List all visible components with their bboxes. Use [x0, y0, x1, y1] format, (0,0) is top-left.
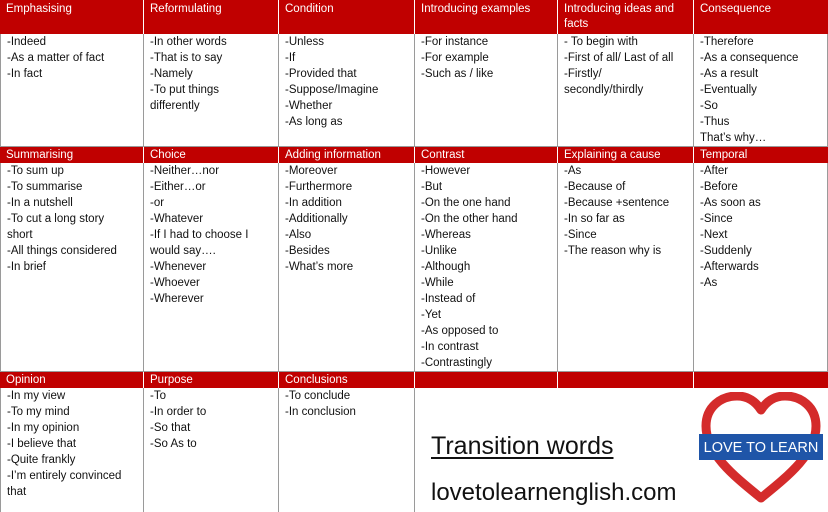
list-item: -As opposed to: [421, 325, 499, 337]
list-item: -As a consequence: [700, 52, 799, 64]
list-item: -In my view: [7, 390, 66, 402]
list-item: -To put things differently: [150, 84, 220, 112]
header-temporal: Temporal: [694, 147, 828, 163]
list-item: -As long as: [285, 116, 343, 128]
list-item: -In my opinion: [7, 422, 80, 434]
list-item: -To: [150, 390, 166, 402]
list-item: -Whenever: [150, 261, 207, 273]
website-url: lovetolearnenglish.com: [431, 479, 677, 506]
header-empty: [415, 372, 558, 388]
list-item: -Suppose/Imagine: [285, 84, 379, 96]
list-item: -To conclude: [285, 390, 351, 402]
list-item: That’s why…: [700, 132, 767, 144]
header-conclusions: Conclusions: [279, 372, 415, 388]
cell-opinion: [0, 388, 144, 512]
list-item: -On the other hand: [421, 213, 518, 225]
header-introducing-ideas: Introducing ideas and facts: [558, 0, 694, 34]
list-item: -On the one hand: [421, 197, 511, 209]
header-explaining-cause: Explaining a cause: [558, 147, 694, 163]
header-emphasising: Emphasising: [0, 0, 144, 34]
header-opinion: Opinion: [0, 372, 144, 388]
cell-contrast: [415, 163, 558, 372]
list-item: -To my mind: [7, 406, 70, 418]
list-item: -I believe that: [7, 438, 77, 450]
list-item: -As a result: [700, 68, 759, 80]
list-item: -In other words: [150, 36, 227, 48]
list-item: -In so far as: [564, 213, 625, 225]
list-item: -So: [700, 100, 718, 112]
logo-text: LOVE TO LEARN: [703, 440, 819, 456]
list-item: -Quite frankly: [7, 454, 76, 466]
list-item: -or: [150, 197, 165, 209]
list-item: -In order to: [150, 406, 207, 418]
list-item: -Eventually: [700, 84, 757, 96]
list-item: -Yet: [421, 309, 442, 321]
list-item: -Besides: [285, 245, 330, 257]
page-title: Transition words: [431, 432, 614, 460]
heart-logo: [696, 392, 826, 507]
list-item: -Either…or: [150, 181, 206, 193]
list-item: -Whoever: [150, 277, 200, 289]
header-condition: Condition: [279, 0, 415, 34]
header-introducing-examples: Introducing examples: [415, 0, 558, 34]
header-summarising: Summarising: [0, 147, 144, 163]
list-item: -That is to say: [150, 52, 223, 64]
cell-choice: [144, 163, 279, 372]
list-item: -Wherever: [150, 293, 204, 305]
list-item: -Because +sentence: [564, 197, 670, 209]
list-item: -Unlike: [421, 245, 457, 257]
header-empty: [694, 372, 828, 388]
header-consequence: Consequence: [694, 0, 828, 34]
list-item: -Since: [700, 213, 733, 225]
list-item: secondly/thirdly: [564, 84, 644, 96]
list-item: -For example: [421, 52, 489, 64]
list-item: -I’m entirely convinced that: [7, 470, 122, 498]
list-item: -While: [421, 277, 454, 289]
list-item: -Since: [564, 229, 597, 241]
list-item: -Therefore: [700, 36, 754, 48]
list-item: -As soon as: [700, 197, 761, 209]
list-item: -The reason why is: [564, 245, 662, 257]
list-item: -As: [700, 277, 718, 289]
list-item: -All things considered: [7, 245, 117, 257]
list-item: -Furthermore: [285, 181, 353, 193]
header-adding-information: Adding information: [279, 147, 415, 163]
list-item: -In fact: [7, 68, 43, 80]
list-item: -Next: [700, 229, 728, 241]
cell-introducing-examples: [415, 34, 558, 147]
list-item: -First of all/ Last of all: [564, 52, 674, 64]
list-item: -Such as / like: [421, 68, 494, 80]
list-item: -Whatever: [150, 213, 204, 225]
list-item: -Indeed: [7, 36, 47, 48]
list-item: -So that: [150, 422, 191, 434]
cell-introducing-ideas: [558, 34, 694, 147]
list-item: -Afterwards: [700, 261, 759, 273]
cell-reformulating: [144, 34, 279, 147]
list-item: -Before: [700, 181, 738, 193]
list-item: -Although: [421, 261, 471, 273]
cell-summarising: [0, 163, 144, 372]
list-item: -Instead of: [421, 293, 476, 305]
list-item: -To summarise: [7, 181, 83, 193]
list-item: - To begin with: [564, 36, 638, 48]
list-item: -Unless: [285, 36, 324, 48]
list-item: -In brief: [7, 261, 46, 273]
list-item: -To sum up: [7, 165, 64, 177]
cell-emphasising: [0, 34, 144, 147]
list-item: -For instance: [421, 36, 489, 48]
list-item: -Because of: [564, 181, 626, 193]
header-choice: Choice: [144, 147, 279, 163]
list-item: -As: [564, 165, 582, 177]
cell-explaining-cause: [558, 163, 694, 372]
list-item: -Firstly/: [564, 68, 602, 80]
list-item: -Also: [285, 229, 312, 241]
list-item: -In a nutshell: [7, 197, 73, 209]
list-item: -In contrast: [421, 341, 479, 353]
header-contrast: Contrast: [415, 147, 558, 163]
list-item: -However: [421, 165, 471, 177]
list-item: -As a matter of fact: [7, 52, 105, 64]
list-item: -If I had to choose I would say….: [150, 229, 249, 257]
cell-temporal: [694, 163, 828, 372]
list-item: -Moreover: [285, 165, 338, 177]
cell-purpose: [144, 388, 279, 512]
list-item: -Whether: [285, 100, 333, 112]
list-item: -Namely: [150, 68, 193, 80]
list-item: -So As to: [150, 438, 197, 450]
list-item: -Thus: [700, 116, 730, 128]
cell-condition: [279, 34, 415, 147]
list-item: -In conclusion: [285, 406, 356, 418]
list-item: -Neither…nor: [150, 165, 220, 177]
list-item: -Suddenly: [700, 245, 752, 257]
list-item: -Additionally: [285, 213, 348, 225]
list-item: -Whereas: [421, 229, 471, 241]
header-empty: [558, 372, 694, 388]
header-reformulating: Reformulating: [144, 0, 279, 34]
cell-adding-information: [279, 163, 415, 372]
list-item: -But: [421, 181, 443, 193]
list-item: -In addition: [285, 197, 342, 209]
list-item: -To cut a long story short: [7, 213, 105, 241]
cell-conclusions: [279, 388, 415, 512]
list-item: -If: [285, 52, 296, 64]
cell-consequence: [694, 34, 828, 147]
list-item: -Contrastingly: [421, 357, 492, 369]
list-item: -What’s more: [285, 261, 354, 273]
list-item: -After: [700, 165, 729, 177]
header-purpose: Purpose: [144, 372, 279, 388]
list-item: -Provided that: [285, 68, 357, 80]
